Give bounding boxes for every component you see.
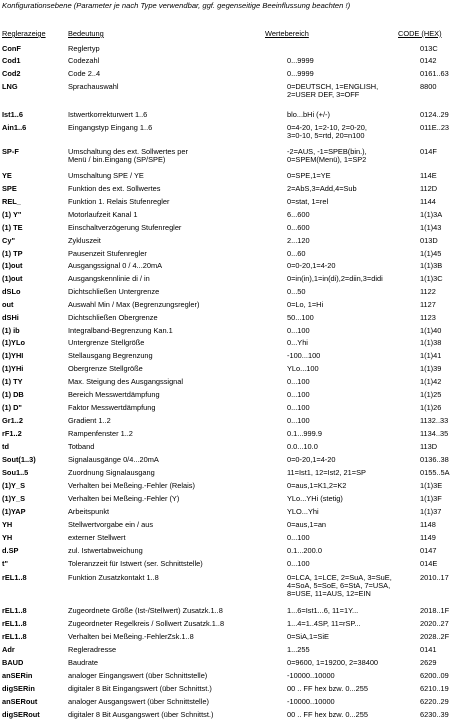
cell-display: Ist1..6 <box>2 110 23 119</box>
cell-range: 0...100 <box>287 390 310 399</box>
cell-meaning: Zuordnung Signalausgang <box>68 468 155 477</box>
cell-meaning: Baudrate <box>68 658 98 667</box>
table-row <box>0 224 474 235</box>
table-row <box>0 633 474 644</box>
cell-display: rEL1..8 <box>2 573 27 582</box>
cell-range: -2=AUS, -1=SPEB(bin.), 0=SPEM(Menü), 1=SP2 <box>287 147 367 164</box>
cell-code: 013C <box>420 44 438 53</box>
cell-range: 0...100 <box>287 416 310 425</box>
cell-range: 0=SPE,1=YE <box>287 171 331 180</box>
cell-code: 2010..17 <box>420 573 449 582</box>
cell-display: (1) TE <box>2 223 23 232</box>
cell-range: 0...50 <box>287 287 306 296</box>
table-row <box>0 495 474 506</box>
cell-range: 0...Yhi <box>287 338 308 347</box>
cell-range: 6...600 <box>287 210 310 219</box>
cell-display: Cod1 <box>2 56 21 65</box>
table-row <box>0 301 474 312</box>
cell-meaning: Regleradresse <box>68 645 117 654</box>
cell-range: 0...100 <box>287 559 310 568</box>
table-row <box>0 327 474 338</box>
table-row <box>0 70 474 81</box>
table-row <box>0 417 474 428</box>
cell-display: LNG <box>2 82 18 91</box>
cell-code: 1(1)3F <box>420 494 442 503</box>
cell-range: 0...9999 <box>287 56 314 65</box>
cell-meaning: Zykluszeit <box>68 236 101 245</box>
cell-code: 1(1)3C <box>420 274 443 283</box>
cell-meaning: Zugeordneter Regelkreis / Sollwert Zusatzk.1..8 <box>68 619 225 628</box>
cell-code: 2629 <box>420 658 437 667</box>
table-row <box>0 198 474 209</box>
cell-code: 1122 <box>420 287 436 296</box>
cell-code: 6210..19 <box>420 684 449 693</box>
cell-range: 0...60 <box>287 249 306 258</box>
cell-meaning: Zugeordnete Größe (Ist-/Stellwert) Zusatzk.1..8 <box>68 606 223 615</box>
cell-range: 0=0-20,1=4-20 <box>287 455 336 464</box>
cell-range: 00 .. FF hex bzw. 0...255 <box>287 710 368 719</box>
cell-code: 1(1)3A <box>420 210 443 219</box>
cell-display: Cy" <box>2 236 15 245</box>
cell-range: 0.1...200.0 <box>287 546 322 555</box>
cell-code: 1(1)43 <box>420 223 442 232</box>
cell-range: 11=Ist1, 12=Ist2, 21=SP <box>287 468 366 477</box>
cell-range: 1...4=1..4SP, 11=rSP... <box>287 619 361 628</box>
table-row <box>0 185 474 196</box>
cell-range: 0=LCA, 1=LCE, 2=SuA, 3=SuE, 4=SoA, 5=SoE, 6=StA, 7=USA, 8=USE, 11=AUS, 12=EIN <box>287 573 392 598</box>
cell-display: (1) TY <box>2 377 23 386</box>
table-row <box>0 365 474 376</box>
cell-display: REL_ <box>2 197 21 206</box>
table-row <box>0 711 474 722</box>
cell-display: anSERout <box>2 697 38 706</box>
cell-code: 1(1)26 <box>420 403 442 412</box>
cell-code: 112D <box>420 184 438 193</box>
cell-range: -10000..10000 <box>287 697 335 706</box>
cell-meaning: Istwertkorrekturwert 1..6 <box>68 110 148 119</box>
cell-meaning: Bereich Messwertdämpfung <box>68 390 160 399</box>
cell-code: 1148 <box>420 520 436 529</box>
cell-code: 6220..29 <box>420 697 449 706</box>
cell-meaning: Verhalten bei Meßeing.-Fehler (Relais) <box>68 481 195 490</box>
cell-code: 6200..09 <box>420 671 449 680</box>
cell-display: rEL1..8 <box>2 619 27 628</box>
cell-range: blo...bHi (+/-) <box>287 110 330 119</box>
table-row <box>0 659 474 670</box>
table-row <box>0 404 474 415</box>
cell-code: 014E <box>420 559 438 568</box>
cell-display: Gr1..2 <box>2 416 23 425</box>
table-row <box>0 672 474 683</box>
cell-range: YLo...100 <box>287 364 319 373</box>
cell-range: 0=4-20, 1=2-10, 2=0-20, 3=0-10, 5=rtd, 20=n100 <box>287 123 367 140</box>
cell-meaning: Funktion 1. Relais Stufenregler <box>68 197 170 206</box>
cell-range: 50...100 <box>287 313 314 322</box>
cell-meaning: digitaler 8 Bit Eingangswert (über Schnittst.) <box>68 684 212 693</box>
cell-range: 0...100 <box>287 326 310 335</box>
table-row <box>0 573 474 598</box>
table-row <box>0 352 474 363</box>
cell-range: 2=AbS,3=Add,4=Sub <box>287 184 357 193</box>
table-row <box>0 275 474 286</box>
table-row <box>0 378 474 389</box>
table-row <box>0 430 474 441</box>
cell-display: SP-F <box>2 147 19 156</box>
table-row <box>0 82 474 99</box>
cell-display: out <box>2 300 14 309</box>
cell-code: 1(1)41 <box>420 351 442 360</box>
cell-display: Cod2 <box>2 69 21 78</box>
table-row <box>0 456 474 467</box>
cell-meaning: Untergrenze Stellgröße <box>68 338 145 347</box>
cell-display: (1)out <box>2 274 23 283</box>
cell-range: 0=Lo, 1=Hi <box>287 300 324 309</box>
table-row <box>0 547 474 558</box>
cell-display: (1)Y_S <box>2 481 26 490</box>
cell-code: 1(1)42 <box>420 377 442 386</box>
cell-meaning: Stellausgang Begrenzung <box>68 351 153 360</box>
cell-meaning: Stellwertvorgabe ein / aus <box>68 520 154 529</box>
cell-code: 8800 <box>420 82 437 91</box>
cell-meaning: zul. Istwertabweichung <box>68 546 143 555</box>
cell-range: 0.0...10.0 <box>287 442 318 451</box>
cell-display: (1) TP <box>2 249 23 258</box>
cell-display: (1)YHi <box>2 364 24 373</box>
cell-meaning: Code 2..4 <box>68 69 101 78</box>
table-row <box>0 314 474 325</box>
table-row <box>0 172 474 183</box>
cell-range: 0=0-20,1=4-20 <box>287 261 336 270</box>
cell-range: 0=9600, 1=19200, 2=38400 <box>287 658 379 667</box>
cell-code: 113D <box>420 442 438 451</box>
table-row <box>0 620 474 631</box>
cell-display: rEL1..8 <box>2 632 27 641</box>
table-row <box>0 685 474 696</box>
table-row <box>0 534 474 545</box>
cell-display: t" <box>2 559 8 568</box>
cell-meaning: Max. Steigung des Ausgangssignal <box>68 377 184 386</box>
cell-code: 1149 <box>420 533 436 542</box>
cell-code: 1(1)3B <box>420 261 443 270</box>
table-row <box>0 521 474 532</box>
cell-code: 1(1)38 <box>420 338 442 347</box>
header-meaning: Bedeutung <box>68 29 104 38</box>
cell-display: ConF <box>2 44 21 53</box>
cell-code: 6230..39 <box>420 710 449 719</box>
table-row <box>0 123 474 140</box>
cell-meaning: Auswahl Min / Max (Begrenzungsregler) <box>68 300 200 309</box>
table-row <box>0 482 474 493</box>
cell-display: Sou1..5 <box>2 468 29 477</box>
cell-range: 2...120 <box>287 236 310 245</box>
cell-range: 1...6=Ist1...6, 11=1Y... <box>287 606 359 615</box>
table-row <box>0 45 474 56</box>
cell-meaning: Einschaltverzögerung Stufenregler <box>68 223 182 232</box>
cell-meaning: Ausgangskennlinie di / in <box>68 274 150 283</box>
cell-code: 0161..63 <box>420 69 449 78</box>
cell-display: (1)YAP <box>2 507 26 516</box>
cell-code: 013D <box>420 236 438 245</box>
cell-display: td <box>2 442 9 451</box>
cell-display: d.SP <box>2 546 19 555</box>
header-display: Reglerazeige <box>2 29 46 38</box>
header-range: Wertebereich <box>265 29 309 38</box>
cell-display: SPE <box>2 184 17 193</box>
cell-range: 0=SiA,1=SiE <box>287 632 329 641</box>
cell-code: 114E <box>420 171 437 180</box>
cell-range: 0.1...999.9 <box>287 429 322 438</box>
cell-meaning: Umschaltung SPE / YE <box>68 171 144 180</box>
cell-meaning: Codezahl <box>68 56 100 65</box>
cell-code: 1134..35 <box>420 429 449 438</box>
cell-range: -10000..10000 <box>287 671 335 680</box>
cell-display: dSHi <box>2 313 19 322</box>
cell-meaning: Pausenzeit Stufenregler <box>68 249 147 258</box>
table-row <box>0 111 474 122</box>
cell-code: 2018..1F <box>420 606 450 615</box>
table-row <box>0 646 474 657</box>
cell-code: 2020..27 <box>420 619 449 628</box>
cell-meaning: externer Stellwert <box>68 533 126 542</box>
cell-meaning: digitaler 8 Bit Ausgangswert (über Schnittst.) <box>68 710 214 719</box>
cell-meaning: Faktor Messwertdämpfung <box>68 403 156 412</box>
cell-range: 1...255 <box>287 645 310 654</box>
table-row <box>0 211 474 222</box>
cell-meaning: Ausgangssignal 0 / 4...20mA <box>68 261 163 270</box>
cell-meaning: Sprachauswahl <box>68 82 119 91</box>
cell-range: 0...9999 <box>287 69 314 78</box>
cell-display: YH <box>2 520 13 529</box>
cell-meaning: Toleranzzeit für Istwert (ser. Schnittstelle) <box>68 559 203 568</box>
cell-meaning: Integralband-Begrenzung Kan.1 <box>68 326 173 335</box>
cell-meaning: Obergrenze Stellgröße <box>68 364 143 373</box>
cell-display: (1) ib <box>2 326 20 335</box>
cell-code: 1(1)3E <box>420 481 443 490</box>
cell-display: dSLo <box>2 287 21 296</box>
cell-code: 0142 <box>420 56 437 65</box>
cell-code: 1(1)40 <box>420 326 442 335</box>
cell-display: YH <box>2 533 13 542</box>
cell-meaning: Dichtschließen Untergrenze <box>68 287 160 296</box>
cell-code: 1144 <box>420 197 436 206</box>
cell-display: Ain1..6 <box>2 123 27 132</box>
cell-display: BAUD <box>2 658 24 667</box>
cell-meaning: Eingangstyp Eingang 1..6 <box>68 123 153 132</box>
cell-meaning: analoger Eingangswert (über Schnittstelle) <box>68 671 208 680</box>
cell-meaning: Verhalten bei Meßeing.-Fehler (Y) <box>68 494 180 503</box>
table-row <box>0 288 474 299</box>
cell-code: 0124..29 <box>420 110 449 119</box>
cell-meaning: Rampenfenster 1..2 <box>68 429 133 438</box>
cell-display: (1)out <box>2 261 23 270</box>
table-row <box>0 339 474 350</box>
cell-range: -100...100 <box>287 351 321 360</box>
cell-range: 0=DEUTSCH, 1=ENGLISH, 2=USER DEF, 3=OFF <box>287 82 379 99</box>
cell-display: digSERin <box>2 684 35 693</box>
cell-code: 1(1)37 <box>420 507 442 516</box>
cell-code: 0141 <box>420 645 437 654</box>
header-code: CODE (HEX) <box>398 29 442 38</box>
cell-code: 011E..23 <box>420 123 450 132</box>
cell-display: digSERout <box>2 710 40 719</box>
cell-display: (1) DB <box>2 390 24 399</box>
cell-display: anSERin <box>2 671 33 680</box>
cell-code: 014F <box>420 147 437 156</box>
cell-range: 0=in(in),1=in(di),2=diin,3=didi <box>287 274 383 283</box>
page-title: Konfigurationsebene (Parameter je nach Type verwendbar, ggf. gegenseitige Beeinflussung beachten !) <box>2 1 351 10</box>
cell-meaning: analoger Ausgangswert (über Schnittstelle) <box>68 697 209 706</box>
cell-code: 1127 <box>420 300 436 309</box>
cell-code: 1(1)45 <box>420 249 442 258</box>
table-row <box>0 508 474 519</box>
cell-code: 1123 <box>420 313 436 322</box>
cell-meaning: Signalausgänge 0/4...20mA <box>68 455 159 464</box>
table-row <box>0 698 474 709</box>
table-row <box>0 560 474 571</box>
cell-code: 0147 <box>420 546 437 555</box>
table-row <box>0 57 474 68</box>
cell-display: (1)YHI <box>2 351 24 360</box>
cell-meaning: Totband <box>68 442 95 451</box>
cell-meaning: Dichtschließen Obergrenze <box>68 313 158 322</box>
cell-code: 0155..5A <box>420 468 450 477</box>
table-row <box>0 262 474 273</box>
cell-display: (1)YLo <box>2 338 25 347</box>
cell-meaning: Umschaltung des ext. Sollwertes per Menü / bin.Eingang (SP/SPE) <box>68 147 188 164</box>
cell-code: 1132..33 <box>420 416 449 425</box>
cell-meaning: Verhalten bei Meßeing.-FehlerZsk.1..8 <box>68 632 194 641</box>
cell-meaning: Gradient 1..2 <box>68 416 111 425</box>
table-row <box>0 607 474 618</box>
cell-code: 0136..38 <box>420 455 449 464</box>
cell-range: 0...100 <box>287 377 310 386</box>
cell-meaning: Arbeitspunkt <box>68 507 110 516</box>
table-row <box>0 147 474 164</box>
cell-display: Sout(1..3) <box>2 455 36 464</box>
cell-code: 1(1)25 <box>420 390 442 399</box>
cell-range: 0=aus,1=K1,2=K2 <box>287 481 347 490</box>
cell-range: 0...100 <box>287 533 310 542</box>
cell-display: (1) D" <box>2 403 22 412</box>
table-row <box>0 391 474 402</box>
cell-code: 2028..2F <box>420 632 450 641</box>
cell-meaning: Funktion Zusatzkontakt 1..8 <box>68 573 159 582</box>
table-row <box>0 250 474 261</box>
table-row <box>0 237 474 248</box>
cell-range: 0...600 <box>287 223 310 232</box>
cell-range: 0...100 <box>287 403 310 412</box>
cell-meaning: Motorlaufzeit Kanal 1 <box>68 210 138 219</box>
cell-range: YLO...Yhi <box>287 507 319 516</box>
cell-range: 0=aus,1=an <box>287 520 327 529</box>
cell-display: rEL1..8 <box>2 606 27 615</box>
cell-display: YE <box>2 171 12 180</box>
cell-range: 0=stat, 1=rel <box>287 197 329 206</box>
cell-range: YLo...YHi (stetig) <box>287 494 343 503</box>
cell-range: 00 .. FF hex bzw. 0...255 <box>287 684 368 693</box>
cell-display: (1) Y" <box>2 210 22 219</box>
cell-meaning: Funktion des ext. Sollwertes <box>68 184 161 193</box>
table-row <box>0 469 474 480</box>
cell-display: Adr <box>2 645 15 654</box>
cell-display: (1)Y_S <box>2 494 26 503</box>
table-row <box>0 443 474 454</box>
cell-display: rF1..2 <box>2 429 22 438</box>
cell-meaning: Reglertyp <box>68 44 100 53</box>
cell-code: 1(1)39 <box>420 364 442 373</box>
